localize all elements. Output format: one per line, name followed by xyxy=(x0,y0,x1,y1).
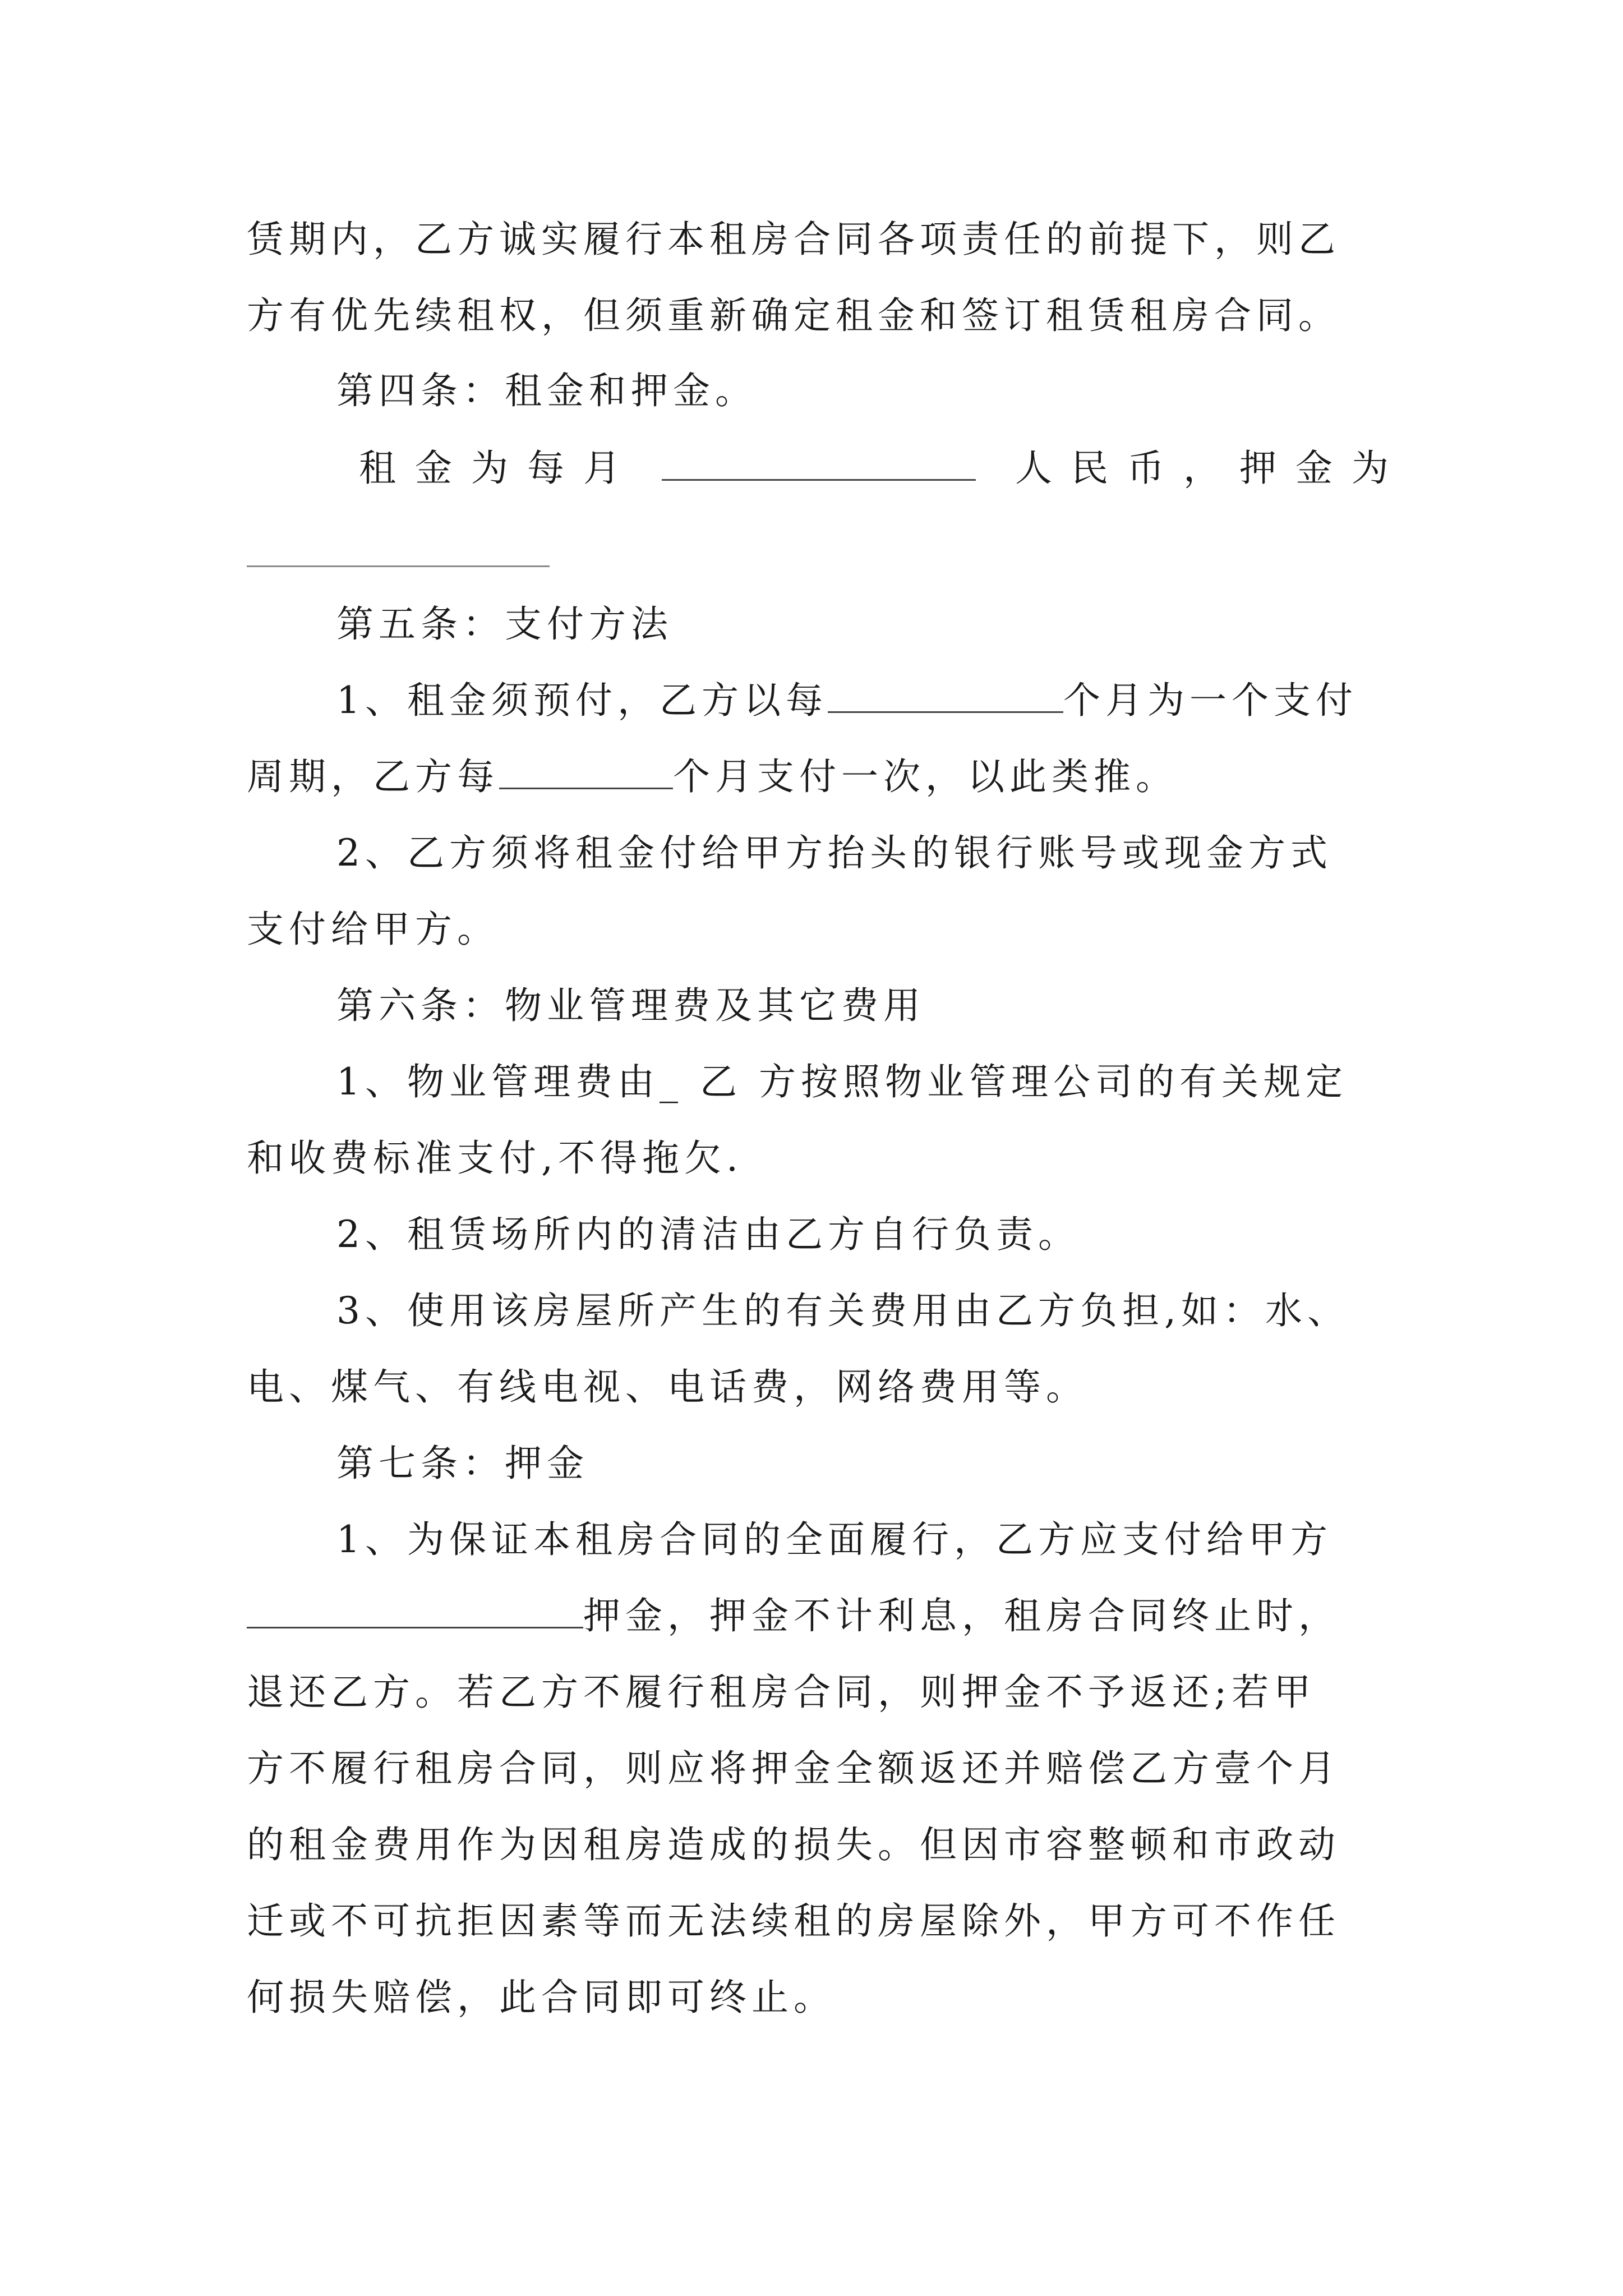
article-7-item-1-line-4: 方不履行租房合同，则应将押金全额返还并赔偿乙方壹个月 xyxy=(247,1747,1340,1790)
article-7-item-1-line-3: 退还乙方。若乙方不履行租房合同，则押金不予返还;若甲 xyxy=(247,1671,1316,1714)
article-7-item-1-line-6: 迁或不可抗拒因素等而无法续租的房屋除外，甲方可不作任 xyxy=(247,1899,1340,1943)
payment-frequency-text-2: 个月支付一次，以此类推。 xyxy=(673,755,1178,798)
article-7-item-1: 1、为保证本租房合同的全面履行，乙方应支付给甲方 xyxy=(336,1518,1332,1561)
article-6-title: 第六条：物业管理费及其它费用 xyxy=(336,984,925,1027)
article-5-item-1-line-2 xyxy=(247,752,1391,802)
article-6-item-3-line-2: 电、煤气、有线电视、电话费，网络费用等。 xyxy=(247,1365,1088,1409)
article-5-item-2: 2、乙方须将租金付给甲方抬头的银行账号或现金方式 xyxy=(336,831,1332,875)
article-5-title: 第五条：支付方法 xyxy=(336,602,673,646)
article-4-title: 第四条：租金和押金。 xyxy=(336,369,757,412)
article-6-item-1-line-2: 和收费标准支付,不得拖欠. xyxy=(247,1137,743,1180)
article-7-item-1-line-2 xyxy=(247,1591,1391,1641)
paragraph-line: 方有优先续租权，但须重新确定租金和签订租赁租房合同。 xyxy=(247,294,1340,337)
article-6-item-2: 2、租赁场所内的清洁由乙方自行负责。 xyxy=(336,1213,1080,1256)
deposit-label: 人民币，押金为 xyxy=(1015,447,1408,490)
article-5-item-1-line xyxy=(336,675,1481,726)
rent-amount-blank xyxy=(662,445,976,481)
deposit-amount-blank xyxy=(247,565,550,567)
article-4-rent-line xyxy=(359,443,1503,494)
article-7-item-1-line-5: 的租金费用作为因租房造成的损失。但因市容整顿和市政动 xyxy=(247,1823,1340,1866)
rent-label: 租金为每月 xyxy=(359,447,639,490)
article-7-item-1-line-7: 何损失赔偿，此合同即可终止。 xyxy=(247,1976,836,2019)
article-6-item-3: 3、使用该房屋所产生的有关费用由乙方负担,如：水、 xyxy=(336,1289,1349,1332)
payment-period-blank xyxy=(828,678,1063,713)
article-5-item-2-line-2: 支付给甲方。 xyxy=(247,908,499,951)
payment-frequency-text: 周期，乙方每 xyxy=(247,755,499,798)
payment-frequency-blank xyxy=(499,754,673,789)
payment-period-text-2: 个月为一个支付 xyxy=(1063,679,1358,722)
paragraph-line: 赁期内，乙方诚实履行本租房合同各项责任的前提下，则乙 xyxy=(247,218,1340,261)
deposit-sum-blank xyxy=(247,1593,583,1628)
deposit-terms-text: 押金，押金不计利息，租房合同终止时， xyxy=(583,1594,1340,1637)
payment-period-text: 1、租金须预付，乙方以每 xyxy=(336,679,828,722)
article-7-title: 第七条：押金 xyxy=(336,1442,589,1485)
article-6-item-1: 1、物业管理费由_ 乙 方按照物业管理公司的有关规定 xyxy=(336,1060,1348,1103)
